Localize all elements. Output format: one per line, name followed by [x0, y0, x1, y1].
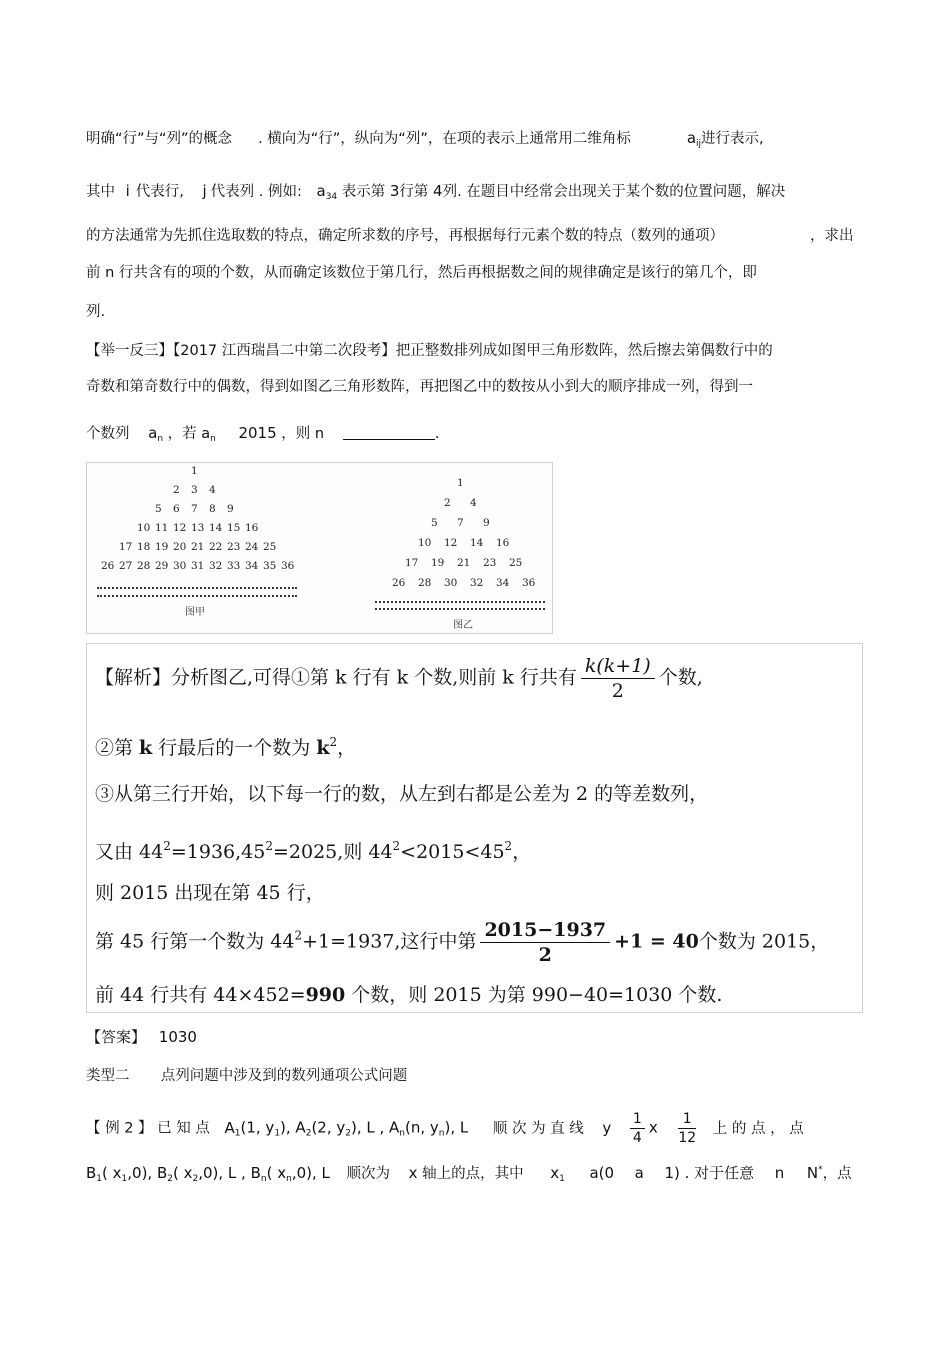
triangle-jia-number: 24 [245, 541, 259, 553]
text: =2025,则 44 [273, 841, 393, 863]
subscript: 2 [305, 1128, 312, 1139]
triangle-jia-number: 5 [155, 503, 162, 515]
text: <2015<45 [400, 841, 505, 863]
solution-line3 [95, 782, 708, 806]
text: 【 例 2 】 已 知 点 [86, 1120, 210, 1137]
math: ,0), L [291, 1164, 330, 1182]
math-a: a [686, 129, 697, 147]
ellipsis-dots [375, 601, 545, 603]
triangle-yi-number: 4 [470, 497, 477, 509]
triangle-jia-number: 22 [209, 541, 223, 553]
type-label: 类型二 [86, 1068, 130, 1084]
math: ,0), B [127, 1164, 168, 1182]
text: k [316, 737, 330, 759]
math-n: n [774, 1164, 785, 1182]
text: 990 [305, 984, 346, 1006]
subscript: 1 [274, 1128, 281, 1139]
math: (1, y [240, 1118, 275, 1137]
triangle-yi-number: 28 [418, 577, 432, 589]
subscript: n [210, 434, 216, 444]
triangle-yi-number: 2 [444, 497, 451, 509]
math-y: y [602, 1118, 612, 1137]
subscript: n [260, 1174, 267, 1184]
text: 进行表示, [701, 131, 764, 147]
triangle-yi-number: 21 [457, 557, 471, 569]
triangle-jia-number: 4 [209, 484, 216, 496]
text: 奇数和第奇数行中的偶数，得到如图乙三角形数阵，再把图乙中的数按从小到大的顺序排成一列，得到一 [86, 379, 753, 395]
subscript: 1 [121, 1174, 128, 1184]
text: k [139, 737, 153, 759]
text: . [434, 426, 440, 442]
numerator: k(k+1) [581, 654, 655, 679]
solution-line4 [95, 834, 531, 864]
math-N: N [806, 1164, 819, 1182]
para1-line5 [86, 302, 105, 322]
answer-value: 1030 [158, 1028, 197, 1046]
text: ②第 [95, 737, 140, 759]
type-title: 点列问题中涉及到的数列通项公式问题 [160, 1068, 408, 1084]
triangle-jia-number: 29 [155, 560, 169, 572]
answer-blank [343, 425, 435, 440]
triangle-yi-number: 32 [470, 577, 484, 589]
example2-line1 [86, 1110, 804, 1147]
text: 行第 [399, 184, 429, 200]
text: 列. [86, 304, 106, 320]
text: ，则 n [281, 426, 325, 442]
triangle-jia-number: 36 [281, 560, 295, 572]
subscript: 2 [345, 1128, 351, 1139]
denominator: 4 [632, 1130, 642, 1146]
text: 列. 在题目中经常会出现关于某个数的位置问题，解决 [442, 184, 786, 200]
triangle-yi-number: 16 [496, 537, 510, 549]
math: ), A [280, 1118, 306, 1137]
triangle-yi-number: 10 [418, 537, 432, 549]
triangle-jia-number: 10 [137, 522, 151, 534]
solution-line2 [95, 730, 356, 760]
subscript: 34 [325, 192, 338, 202]
denominator: 2 [538, 944, 552, 966]
triangle-yi-number: 9 [483, 517, 490, 529]
triangle-jia-number: 26 [101, 560, 115, 572]
example-line3 [86, 423, 439, 449]
math-x: x [648, 1118, 658, 1137]
ellipsis-dots [97, 587, 297, 589]
triangle-yi-number: 36 [522, 577, 536, 589]
ellipsis-dots [97, 595, 297, 597]
triangle-yi-number: 5 [431, 517, 438, 529]
fraction [581, 654, 655, 703]
numerator: 1 [630, 1110, 645, 1129]
triangle-jia-number: 25 [263, 541, 277, 553]
triangle-yi-number: 17 [405, 557, 419, 569]
subscript: 2 [167, 1174, 173, 1184]
answer-label: 【答案】 [86, 1028, 147, 1046]
fraction-1-4 [630, 1110, 645, 1147]
math-num: 3 [389, 182, 400, 200]
text: ③从第三行开始，以下每一行的数，从左到右都是公差为 2 的等差数列， [95, 783, 709, 805]
example2-line2 [86, 1160, 852, 1189]
math: a(0 [589, 1164, 615, 1182]
solution-line1 [95, 654, 703, 703]
solution-line5 [95, 881, 325, 905]
triangle-yi-number: 30 [444, 577, 458, 589]
triangle-jia-number: 2 [173, 484, 180, 496]
subscript: n [438, 1128, 445, 1139]
triangle-yi-number: 25 [509, 557, 523, 569]
subscript: 1 [234, 1128, 241, 1139]
triangle-yi-number: 7 [457, 517, 464, 529]
text: 顺 次 为 直 线 [492, 1120, 584, 1137]
text: 个数列 [86, 426, 130, 442]
triangle-jia-number: 15 [227, 522, 241, 534]
text: ， [512, 841, 532, 863]
triangle-jia-number: 1 [191, 465, 198, 477]
triangle-yi-number: 23 [483, 557, 497, 569]
triangle-jia-number: 21 [191, 541, 205, 553]
math-num: 4 [433, 182, 443, 200]
text: 轴上的点，其中 [422, 1166, 524, 1182]
triangle-jia-number: 13 [191, 522, 205, 534]
math: B [86, 1164, 97, 1182]
triangle-jia-number: 7 [191, 503, 198, 515]
math: ), L , A [350, 1118, 400, 1137]
text: 行最后的一个数为 [152, 737, 317, 759]
subscript: n [157, 434, 164, 444]
text: 【举一反三】【2017 江西瑞昌二中第二次段考】把正整数排列成如图甲三角形数阵，然后擦去第偶数行中的 [86, 343, 773, 359]
text: . 横向为“行”，纵向为“列”，在项的表示上通常用二维角标 [258, 131, 631, 147]
math-j: j [202, 182, 207, 200]
text: 【解析】分析图乙,可得①第 k 行有 k 个数,则前 k 行共有 [95, 666, 577, 689]
text: 上 的 点 ， 点 [712, 1120, 804, 1137]
triangle-jia-number: 9 [227, 503, 234, 515]
triangle-yi-number: 14 [470, 537, 484, 549]
superscript: 2 [294, 928, 303, 943]
text: 表示第 [341, 184, 386, 200]
triangle-jia-number: 20 [173, 541, 187, 553]
superscript: * [818, 1165, 823, 1175]
triangle-jia-number: 18 [137, 541, 151, 553]
triangle-jia-number: 30 [173, 560, 187, 572]
caption-yi: 图乙 [453, 620, 473, 631]
subscript: 1 [559, 1174, 565, 1184]
math: ( x [266, 1164, 287, 1182]
superscript: 2 [329, 735, 338, 749]
math: ( x [173, 1164, 193, 1182]
triangle-jia-number: 33 [227, 560, 241, 572]
denominator: 2 [611, 680, 624, 702]
text: =1936,45 [170, 841, 266, 863]
math: (n, y [405, 1118, 439, 1137]
denominator: 12 [678, 1130, 697, 1146]
math: A [224, 1118, 235, 1137]
answer-line [86, 1027, 197, 1047]
text: 个数为 2015， [698, 930, 830, 953]
triangle-jia-number: 23 [227, 541, 241, 553]
math-num: 2015 [238, 424, 277, 442]
math-x: x [408, 1164, 418, 1182]
superscript: 2 [163, 839, 171, 853]
numerator: 2015−1937 [480, 918, 610, 943]
triangle-jia-number: 31 [191, 560, 205, 572]
para1-line2 [86, 181, 785, 207]
numerator: 1 [678, 1110, 696, 1129]
text: ，求出 [810, 228, 854, 244]
text: 的方法通常为先抓住选取数的特点，确定所求数的序号，再根据每行元素个数的特点（数列的通项） [86, 228, 724, 244]
triangle-jia-number: 3 [191, 484, 198, 496]
para1-line3 [86, 226, 854, 246]
para1-line4 [86, 263, 757, 283]
math: (2, y [311, 1118, 346, 1137]
superscript: 2 [392, 839, 401, 853]
subscript: ij [696, 139, 702, 149]
superscript: 2 [504, 839, 513, 853]
example-line1 [86, 341, 773, 361]
text: 前 n 行共含有的项的个数，从而确定该数位于第几行，然后再根据数之间的规律确定是该行的第几个，即 [86, 265, 757, 281]
triangle-jia-number: 11 [155, 522, 169, 534]
math-a: a [148, 424, 158, 442]
text: ，点 [822, 1166, 852, 1182]
fraction-1-12 [678, 1110, 696, 1147]
subscript: n [399, 1128, 406, 1139]
triangle-yi-number: 19 [431, 557, 445, 569]
ellipsis-dots [375, 608, 545, 610]
text: 其中 [86, 184, 115, 200]
text: 代表行, [135, 184, 184, 200]
text: +1=1937,这行中第 [302, 930, 477, 953]
para1-line1 [86, 128, 764, 154]
triangle-yi-number: 26 [392, 577, 406, 589]
math: ), L [444, 1118, 469, 1137]
math-x1: x [550, 1164, 560, 1182]
text: ， [337, 737, 357, 759]
triangle-yi-number: 12 [444, 537, 458, 549]
triangle-jia-number: 6 [173, 503, 180, 515]
text: ，若 a [167, 426, 211, 442]
text: 个数，则 2015 为第 990−40=1030 个数. [345, 984, 723, 1006]
type2-heading [86, 1066, 407, 1086]
math: 1) . 对于任意 [664, 1164, 755, 1182]
text: 代表列 [210, 184, 255, 200]
text: 则 2015 出现在第 45 行， [95, 882, 325, 904]
solution-line6 [95, 918, 829, 967]
triangle-jia-number: 12 [173, 522, 187, 534]
text: . 例如: [258, 184, 302, 200]
triangle-jia-number: 28 [137, 560, 151, 572]
text: 第 45 行第一个数为 44 [95, 930, 295, 953]
text: 明确“行”与“列”的概念 [86, 131, 233, 147]
solution-box [86, 643, 863, 1013]
triangle-yi-number: 34 [496, 577, 510, 589]
text: 个数, [658, 666, 703, 689]
subscript: 2 [192, 1174, 199, 1184]
triangle-jia-number: 19 [155, 541, 169, 553]
triangle-jia-number: 8 [209, 503, 216, 515]
text: 前 44 行共有 44×452= [95, 984, 306, 1006]
triangle-figure [86, 462, 553, 634]
math: ( x [102, 1164, 122, 1182]
math: ,0), L , B [198, 1164, 261, 1182]
triangle-yi-number: 1 [457, 477, 464, 489]
text: 又由 44 [95, 841, 164, 863]
subscript: n [286, 1174, 292, 1184]
fraction [480, 918, 610, 967]
subscript: 1 [96, 1174, 103, 1184]
caption-jia: 图甲 [185, 607, 205, 618]
triangle-jia-number: 16 [245, 522, 259, 534]
math-a: a [316, 182, 326, 200]
math: a [634, 1164, 644, 1182]
triangle-jia-number: 14 [209, 522, 223, 534]
text: +1 = 40 [614, 930, 699, 953]
triangle-jia-number: 34 [245, 560, 259, 572]
triangle-jia-number: 35 [263, 560, 277, 572]
math-i: i [125, 182, 130, 200]
triangle-jia-number: 17 [119, 541, 133, 553]
text: 顺次为 [346, 1166, 390, 1182]
example-line2 [86, 377, 753, 397]
triangle-jia-number: 32 [209, 560, 223, 572]
superscript: 2 [265, 839, 273, 853]
solution-line7 [95, 983, 722, 1007]
triangle-jia-number: 27 [119, 560, 133, 572]
